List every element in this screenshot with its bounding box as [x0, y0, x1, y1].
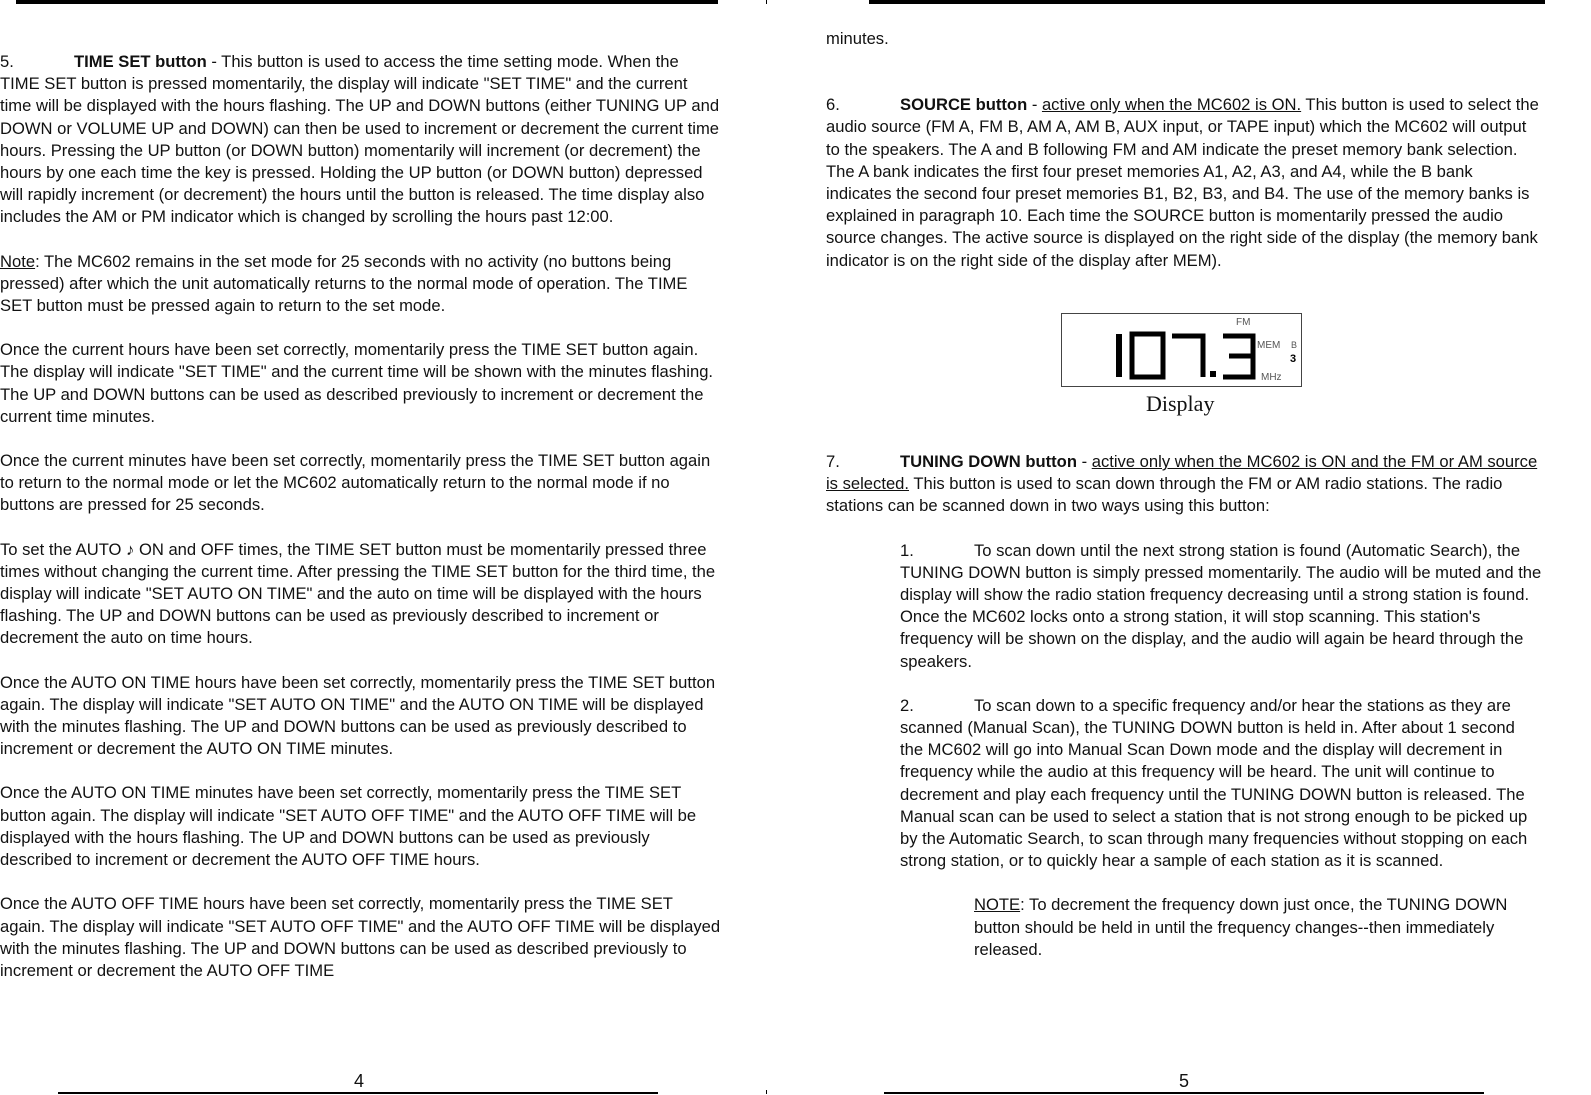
- continuation-text: minutes.: [826, 29, 889, 48]
- right-page-bottom: [826, 451, 1542, 961]
- note-label: Note: [0, 251, 36, 271]
- lcd-display-graphic: [1062, 314, 1301, 386]
- list-item-text: To scan down to a specific frequency and/or hear the stations as they are scanned (Manual Scan), the TUNING DOWN button is held in. After about 1 second the MC602 will go into Manual Scan Down mode and the display will decrement in frequency while the audio at this frequency will be heard. The unit will continue to decrement and play each frequency until the TUNING DOWN button is released. The Manual scan can be used to select a station that is not strong enough to be picked up by the Automatic Search, to scan through many frequencies without stopping on each strong station, or to quickly hear a sample of each station as it is scanned.: [900, 695, 1528, 871]
- list-item: [826, 695, 1542, 873]
- section-7-dash: -: [1076, 452, 1092, 471]
- bottom-rule-left: [58, 1092, 658, 1094]
- right-page-top: [826, 28, 1542, 272]
- section-5-title: TIME SET button: [74, 52, 207, 71]
- section-7-condition: active only when the MC602 is ON and the FM or AM source is selected.: [826, 452, 1538, 494]
- list-item-number: 2.: [900, 695, 914, 715]
- mem-indicator: MEM: [1257, 340, 1281, 351]
- display-caption: Display: [1146, 391, 1215, 416]
- left-page: [0, 51, 722, 982]
- page-number-right: 5: [1179, 1071, 1190, 1091]
- section-7-title: TUNING DOWN button: [900, 452, 1077, 471]
- decimal-point: [1210, 371, 1216, 377]
- section-6-title: SOURCE button: [900, 95, 1028, 115]
- section-7-number: 7.: [826, 452, 840, 471]
- paragraph-auto-on-hours: Once the AUTO ON TIME hours have been set correctly, momentarily press the TIME SET button again. The display will indicate "SET AUTO ON TIME" and the AUTO ON TIME will be displayed with the minutes flashing. The UP and DOWN buttons can be used as previously described to increment or decrement the AUTO ON TIME minutes.: [0, 672, 716, 759]
- list-item: [826, 540, 1542, 673]
- section-6-number: 6.: [826, 95, 840, 115]
- paragraph-auto-off-hours: Once the AUTO OFF TIME hours have been set correctly, momentarily press the TIME SET again. The display will indicate "SET AUTO OFF TIME" and the AUTO OFF TIME will be displayed with the minutes flashing. The UP and DOWN buttons can be used as described previously to increment or decrement the AUTO OFF TIME: [0, 894, 721, 980]
- top-rule-left: [16, 0, 718, 4]
- top-rule-right: [869, 0, 1545, 4]
- tuning-note-text: : To decrement the frequency down just once, the TUNING DOWN button should be held in until the frequency changes--then immediately released.: [974, 895, 1508, 959]
- digit-one: [1116, 334, 1122, 377]
- tuning-note: [826, 894, 1542, 961]
- section-6-dash: -: [1027, 95, 1042, 115]
- section-7-text: This button is used to scan down through the FM or AM radio stations. The radio stations can be scanned down in two ways using this button:: [826, 474, 1503, 516]
- section-5-number: 5.: [0, 52, 14, 71]
- lcd-display: [1061, 313, 1302, 387]
- bottom-rule-right: [884, 1092, 1484, 1094]
- section-6-text: This button is used to select the audio source (FM A, FM B, AM A, AM B, AUX input, or TAPE input) which the MC602 will output to the speakers. The A and B following FM and AM indicate the preset memory bank selection. The A bank indicates the first four preset memories A1, A2, A3, and A4, while the B bank indicates the second four preset memories B1, B2, B3, and B4. The use of the memory banks is explained in paragraph 10. Each time the SOURCE button is momentarily pressed the audio source changes. The active source is displayed on the right side of the display (the memory bank indicator is on the right side of the display after MEM).: [826, 95, 1539, 270]
- section-6: [826, 94, 1542, 272]
- digit-seven: [1172, 336, 1203, 377]
- bank-indicator: B: [1291, 340, 1298, 350]
- paragraph-minutes-set: Once the current minutes have been set correctly, momentarily press the TIME SET button again to return to the normal mode or let the MC602 automatically return to the normal mode if no buttons are pressed for 25 seconds.: [0, 451, 711, 515]
- list-item-number: 1.: [900, 540, 914, 560]
- digit-three: [1223, 336, 1253, 377]
- section-6-condition: active only when the MC602 is ON.: [1041, 95, 1302, 115]
- paragraph-auto-on-off: To set the AUTO ♪ ON and OFF times, the TIME SET button must be momentarily pressed three times without changing the current time. After pressing the TIME SET button for the third time, the display will indicate "SET AUTO ON TIME" and the auto on time will be displayed with the hours flashing. The UP and DOWN buttons can be used as previously described to increment or decrement the auto on time hours.: [0, 539, 716, 648]
- page-number-left: 4: [354, 1071, 365, 1091]
- section-5: [0, 51, 722, 229]
- unit-indicator: MHz: [1261, 372, 1282, 383]
- digit-zero: [1132, 334, 1163, 377]
- list-item-text: To scan down until the next strong station is found (Automatic Search), the TUNING DOWN button is simply pressed momentarily. The audio will be muted and the display will show the radio station frequency decreasing until a strong station is found. Once the MC602 locks onto a strong station, it will stop scanning. This station's frequency will be shown on the display, and the audio will again be heard through the speakers.: [900, 540, 1542, 671]
- note-text: : The MC602 remains in the set mode for 25 seconds with no activity (no buttons being pressed) after which the unit automatically returns to the normal mode of operation. The TIME SET button must be pressed again to return to the set mode.: [0, 251, 688, 316]
- fold-mark-bottom: [766, 1090, 767, 1094]
- section-7: [826, 451, 1542, 518]
- paragraph-hours-set: Once the current hours have been set correctly, momentarily press the TIME SET button again. The display will indicate "SET TIME" and the current time will be shown with the minutes flashing. The UP and DOWN buttons can be used as described previously to increment or decrement the current time minutes.: [0, 340, 714, 426]
- preset-indicator: 3: [1290, 353, 1297, 365]
- band-indicator: FM: [1236, 317, 1251, 328]
- fold-mark-top: [766, 0, 767, 4]
- paragraph-auto-on-minutes: Once the AUTO ON TIME minutes have been set correctly, momentarily press the TIME SET button again. The display will indicate "SET AUTO OFF TIME" and the AUTO OFF TIME will be displayed with the hours flashing. The UP and DOWN buttons can be used as previously described to increment or decrement the AUTO OFF TIME hours.: [0, 783, 697, 870]
- tuning-note-label: NOTE: [974, 895, 1021, 915]
- note-paragraph: [0, 251, 722, 318]
- section-5-text: - This button is used to access the time setting mode. When the TIME SET button is pressed momentarily, the display will indicate "SET TIME" and the current time will be displayed with the hours flashing. The UP and DOWN buttons (either TUNING UP and DOWN or VOLUME UP and DOWN) can then be used to increment or decrement the current time hours. Pressing the UP button (or DOWN button) momentarily will increment (or decrement) the hours by one each time the key is pressed. Holding the UP button (or DOWN button) depressed will rapidly increment (or decrement) the hours until the button is released. The time display also includes the AM or PM indicator which is changed by scrolling the hours past 12:00.: [0, 52, 720, 227]
